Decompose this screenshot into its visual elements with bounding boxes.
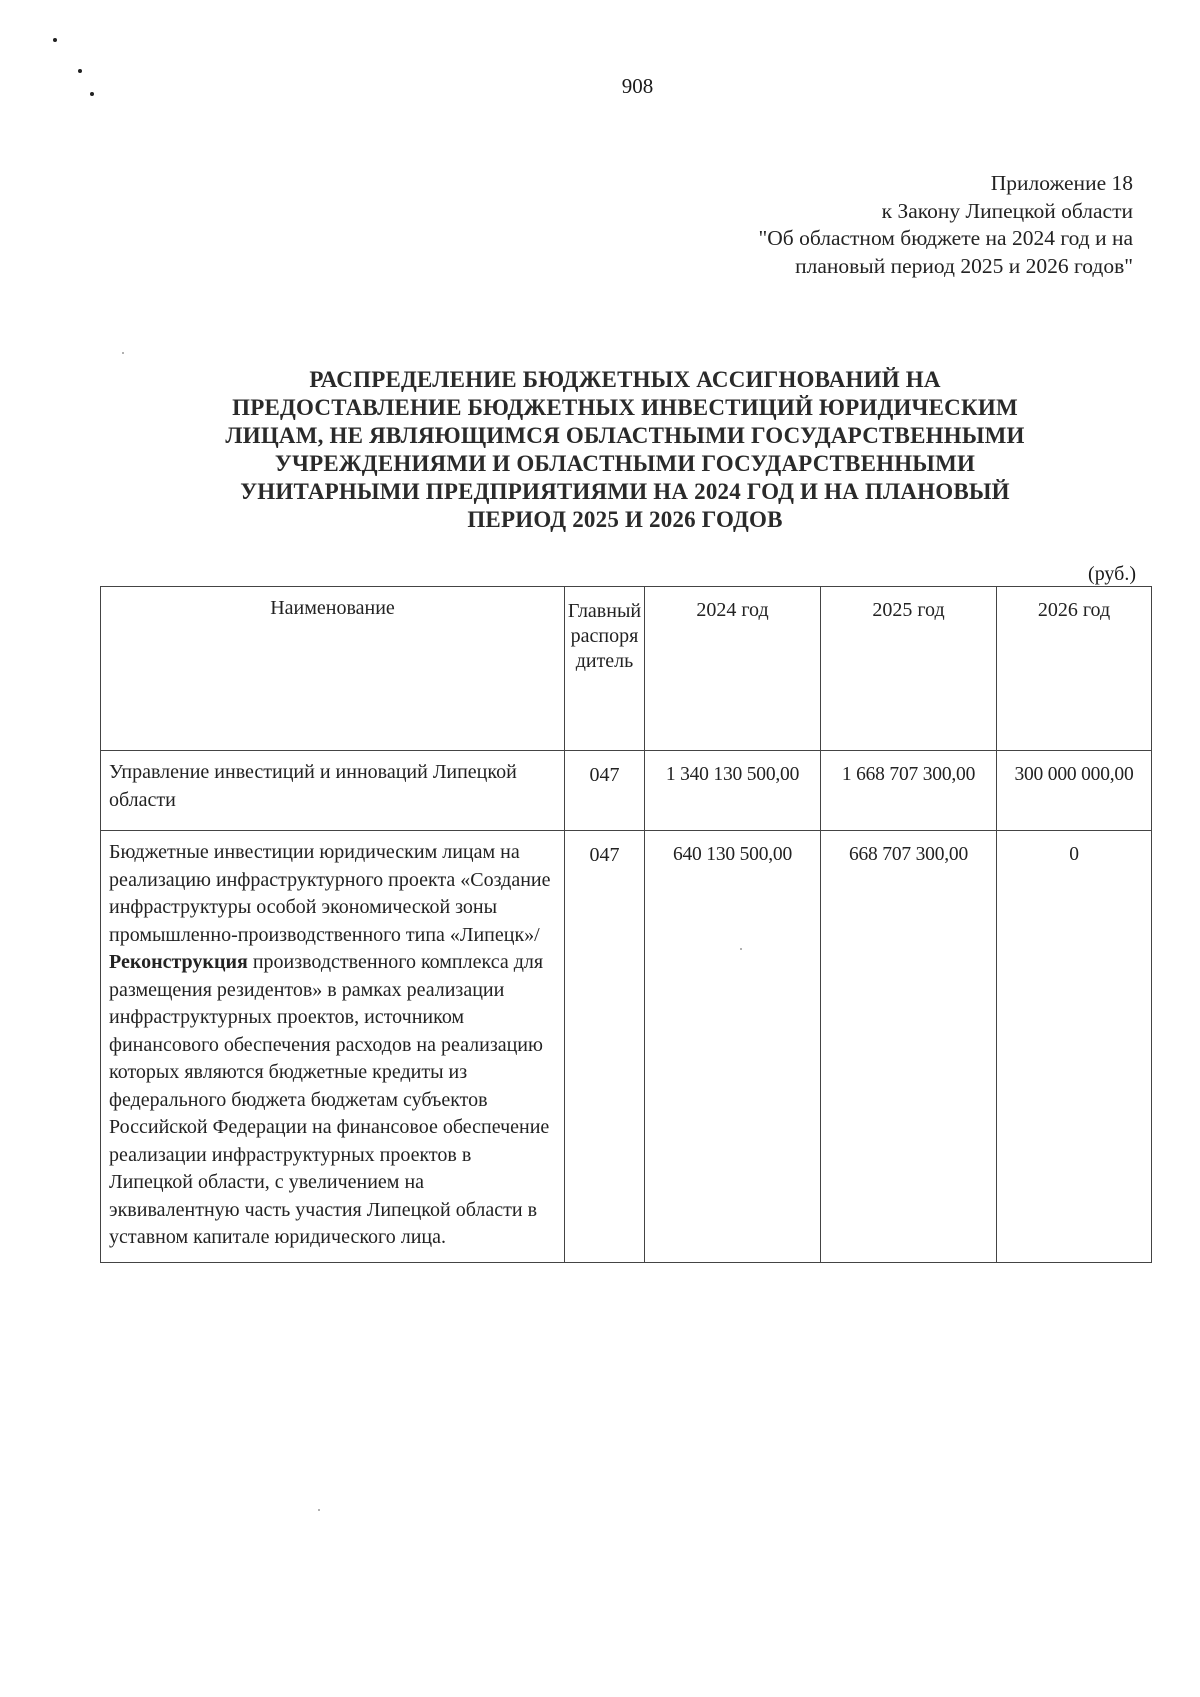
scan-speck: [53, 38, 57, 42]
title-line: ПРЕДОСТАВЛЕНИЕ БЮДЖЕТНЫХ ИНВЕСТИЦИЙ ЮРИДИЧЕСКИМ: [232, 395, 1018, 420]
document-title: [100, 366, 1150, 534]
budget-table: [100, 586, 1152, 1263]
header-2025: 2025 год: [821, 587, 997, 751]
row-2026-value: 0: [997, 831, 1152, 1263]
header-2026: 2026 год: [997, 587, 1152, 751]
row-2024-value: 1 340 130 500,00: [645, 751, 821, 831]
header-2024: 2024 год: [645, 587, 821, 751]
appendix-line: плановый период 2025 и 2026 годов": [795, 253, 1133, 278]
appendix-line: к Закону Липецкой области: [881, 198, 1133, 223]
header-name: Наименование: [101, 587, 565, 751]
appendix-line: "Об областном бюджете на 2024 год и на: [758, 226, 1133, 250]
scan-dot: [122, 352, 124, 354]
row-2024-value: 640 130 500,00: [645, 831, 821, 1263]
title-line: УНИТАРНЫМИ ПРЕДПРИЯТИЯМИ НА 2024 ГОД И НА ПЛАНОВЫЙ: [240, 479, 1010, 504]
row-name: [101, 831, 565, 1263]
table-row: [101, 751, 1152, 831]
row-2025-value: 1 668 707 300,00: [821, 751, 997, 831]
header-chief-administrator: Главный распорядитель: [565, 587, 645, 751]
row-2026-value: 300 000 000,00: [997, 751, 1152, 831]
row-name: Управление инвестиций и инноваций Липецкой области: [101, 751, 565, 831]
appendix-line: Приложение 18: [990, 171, 1133, 195]
row-name-emphasis: Реконструкция: [109, 951, 248, 973]
row-name-part: Бюджетные инвестиции юридическим лицам на реализацию инфраструктурного проекта «Создание инфраструктуры особой экономической зоны промышленно-производственного типа «Липецк»/: [109, 841, 551, 946]
title-line: ПЕРИОД 2025 И 2026 ГОДОВ: [467, 507, 783, 532]
scan-speck: [78, 69, 82, 73]
title-line: УЧРЕЖДЕНИЯМИ И ОБЛАСТНЫМИ ГОСУДАРСТВЕННЫМИ: [274, 451, 976, 476]
row-code: 047: [565, 831, 645, 1263]
scan-dot: [318, 1509, 320, 1511]
row-code: 047: [565, 751, 645, 831]
table-header-row: [101, 587, 1152, 751]
units-label: (руб.): [1088, 563, 1136, 585]
page-number: 908: [621, 74, 654, 98]
title-line: РАСПРЕДЕЛЕНИЕ БЮДЖЕТНЫХ АССИГНОВАНИЙ НА: [309, 367, 941, 392]
table-row: [101, 831, 1152, 1263]
appendix-reference: [758, 170, 1133, 280]
row-2025-value: 668 707 300,00: [821, 831, 997, 1263]
row-name-part: производственного комплекса для размещения резидентов» в рамках реализации инфраструктурных проектов, источником финансового обеспечения расходов на реализацию которых являются бюджетные кредиты из федерального бюджета бюджетам субъектов Российской Федерации на финансовое обеспечение реализации инфраструктурных проектов в Липецкой области, с увеличением на эквивалентную часть участия Липецкой области в уставном капитале юридического лица.: [109, 951, 550, 1248]
title-line: ЛИЦАМ, НЕ ЯВЛЯЮЩИМСЯ ОБЛАСТНЫМИ ГОСУДАРСТВЕННЫМИ: [225, 423, 1025, 448]
